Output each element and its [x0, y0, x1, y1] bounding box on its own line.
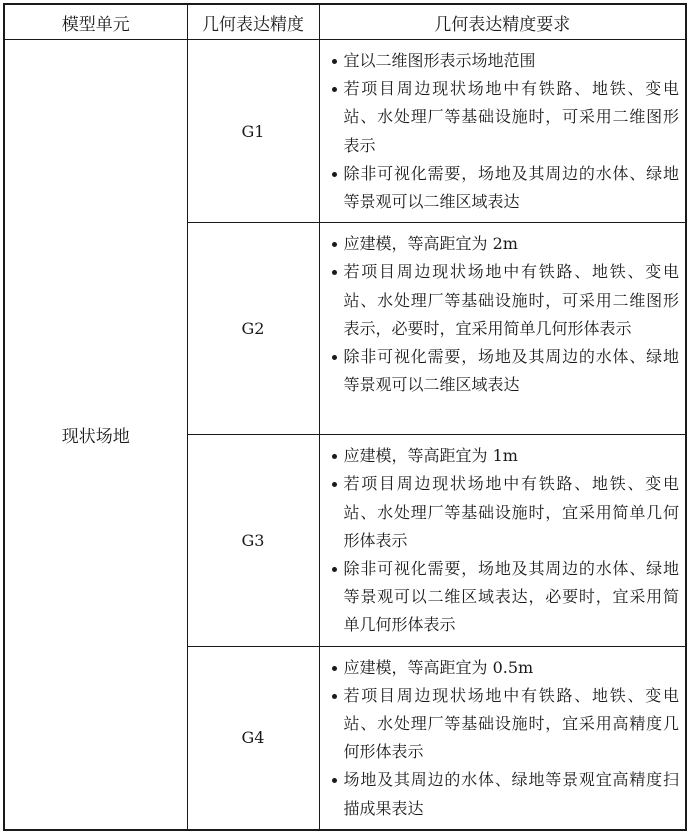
- requirements-cell: [319, 40, 686, 223]
- list-item: [332, 470, 680, 555]
- requirements-cell: [319, 435, 686, 646]
- list-item-text: 宜以二维图形表示场地范围: [343, 51, 536, 70]
- level-cell: G3: [187, 435, 319, 646]
- bullet-icon: [332, 172, 337, 177]
- list-item-text: 除非可视化需要，场地及其周边的水体、绿地等景观可以二维区域表达: [343, 347, 679, 395]
- header-model-unit: 模型单元: [4, 4, 187, 40]
- list-item: [332, 160, 680, 216]
- list-item: [332, 555, 680, 640]
- bullet-icon: [332, 87, 337, 92]
- requirements-cell: [319, 646, 686, 830]
- bullet-icon: [332, 567, 337, 572]
- table-header-row: [4, 4, 686, 40]
- list-item-text: 若项目周边现状场地中有铁路、地铁、变电站、水处理厂等基础设施时，可采用二维图形表示，必要时，宜采用简单几何形体表示: [343, 262, 679, 338]
- bullet-icon: [332, 270, 337, 275]
- list-item-text: 应建模，等高距宜为 2m: [343, 234, 518, 254]
- bullet-icon: [332, 694, 337, 699]
- bullet-icon: [332, 778, 337, 783]
- list-item: [332, 47, 680, 75]
- list-item-text: 除非可视化需要，场地及其周边的水体、绿地等景观可以二维区域表达，必要时，宜采用简单几何形体表示: [343, 559, 679, 635]
- list-item: [332, 654, 680, 682]
- bullet-icon: [332, 242, 337, 247]
- table-row: [4, 40, 686, 223]
- requirements-list: [332, 442, 680, 639]
- level-cell: G2: [187, 223, 319, 435]
- bullet-icon: [332, 666, 337, 671]
- header-geometry-requirements: 几何表达精度要求: [319, 4, 686, 40]
- list-item-text: 若项目周边现状场地中有铁路、地铁、变电站、水处理厂等基础设施时，宜采用高精度几何形体表示: [343, 685, 679, 762]
- bullet-icon: [332, 59, 337, 64]
- geometry-precision-table: [3, 3, 687, 831]
- list-item-text: 场地及其周边的水体、绿地等景观宜高精度扫描成果表达: [343, 770, 679, 818]
- level-cell: G4: [187, 646, 319, 830]
- list-item: [332, 442, 680, 470]
- requirements-list: [332, 230, 680, 399]
- header-geometry-level: 几何表达精度: [187, 4, 319, 40]
- requirements-table-frame: [3, 3, 685, 820]
- requirements-list: [332, 47, 680, 216]
- model-unit-cell: 现状场地: [4, 40, 187, 830]
- requirements-list: [332, 654, 680, 823]
- bullet-icon: [332, 454, 337, 459]
- list-item-text: 若项目周边现状场地中有铁路、地铁、变电站、水处理厂等基础设施时，可采用二维图形表示: [343, 79, 679, 155]
- requirements-cell: [319, 223, 686, 435]
- list-item-text: 若项目周边现状场地中有铁路、地铁、变电站、水处理厂等基础设施时，宜采用简单几何形体表示: [343, 474, 679, 550]
- list-item: [332, 75, 680, 160]
- list-item: [332, 343, 680, 399]
- list-item-text: 应建模，等高距宜为 1m: [343, 446, 518, 466]
- list-item: [332, 230, 680, 258]
- list-item-text: 除非可视化需要，场地及其周边的水体、绿地等景观可以二维区域表达: [343, 163, 679, 212]
- level-cell: G1: [187, 40, 319, 223]
- bullet-icon: [332, 482, 337, 487]
- list-item-text: 应建模，等高距宜为 0.5m: [343, 657, 534, 677]
- list-item: [332, 682, 680, 767]
- list-item: [332, 258, 680, 343]
- list-item: [332, 766, 680, 822]
- bullet-icon: [332, 355, 337, 360]
